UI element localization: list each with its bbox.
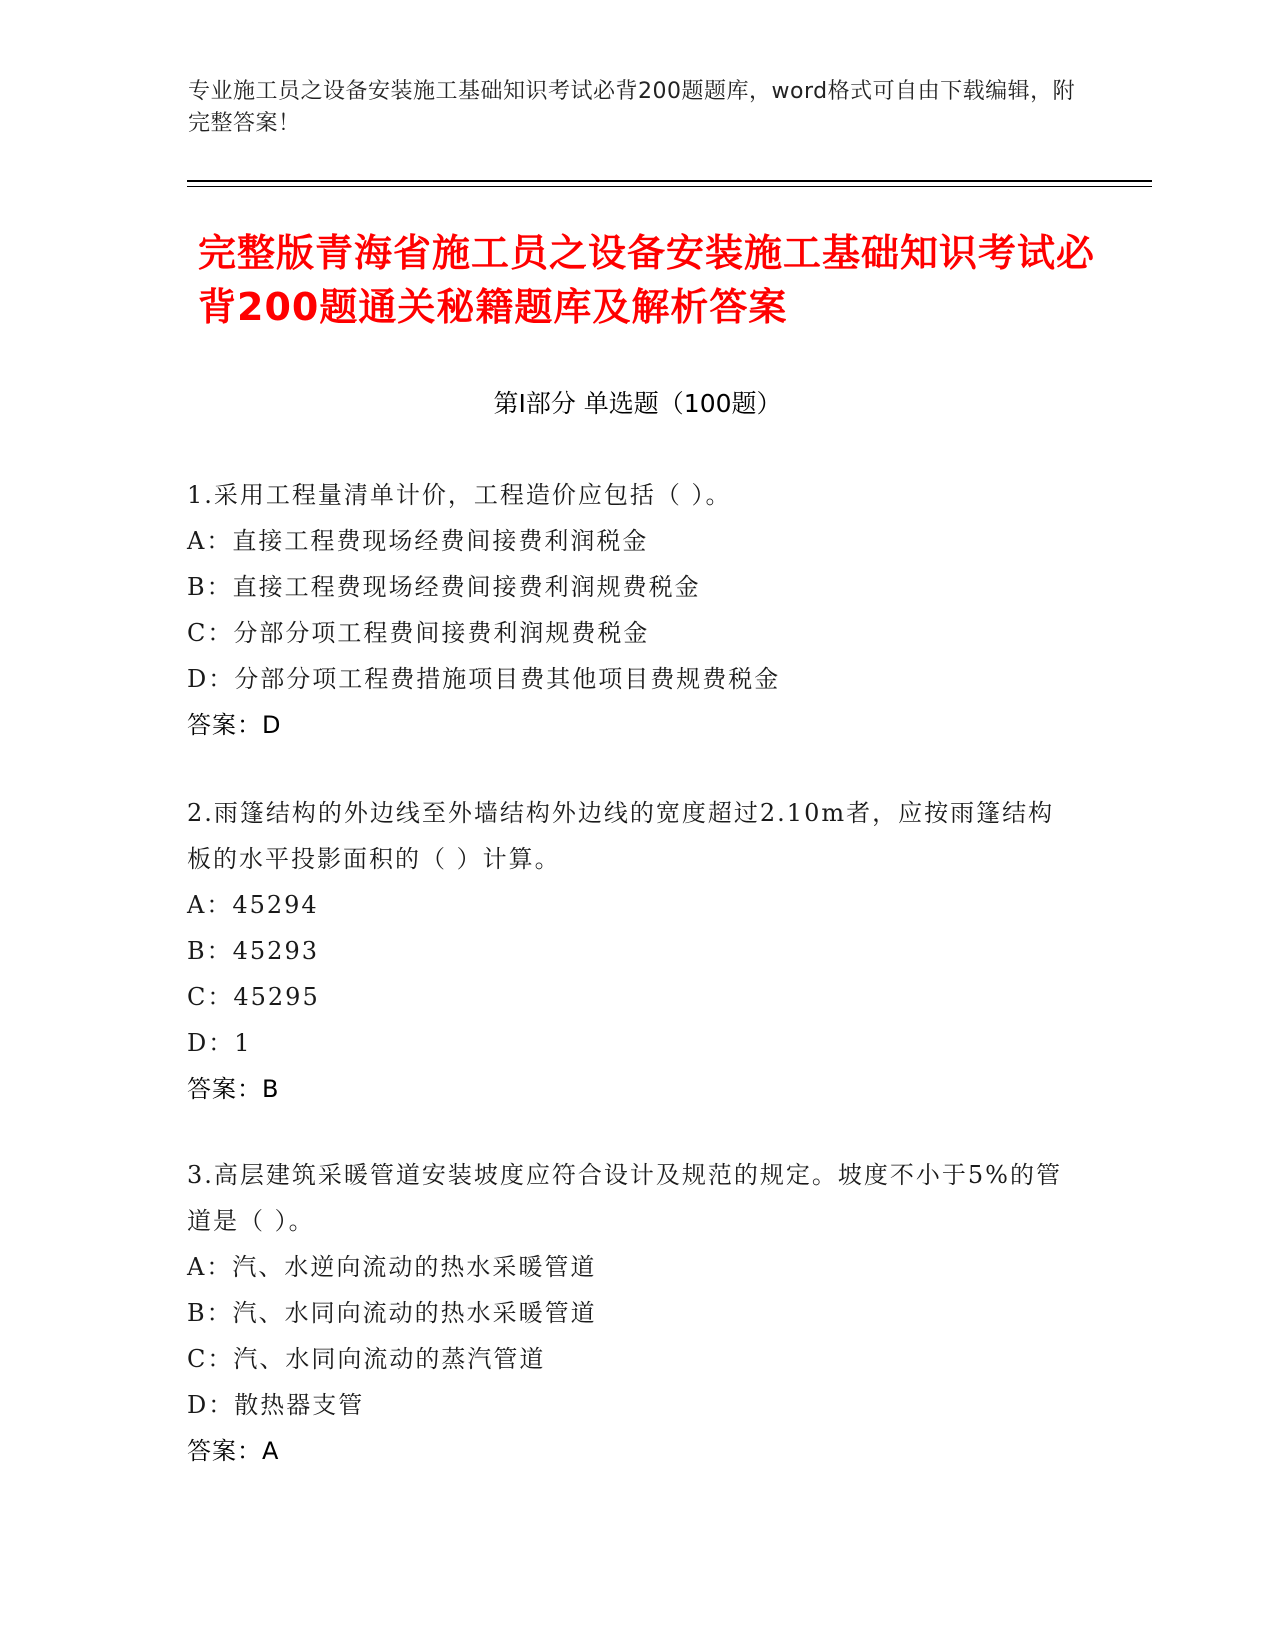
question-stem: 3.高层建筑采暖管道安装坡度应符合设计及规范的规定。坡度不小于5%的管道是（ ）。: [187, 1161, 1062, 1235]
option-d: D：分部分项工程费措施项目费其他项目费规费税金: [187, 665, 781, 693]
answer: 答案：A: [187, 1437, 280, 1465]
question-3: [187, 1152, 1067, 1474]
option-a: A：45294: [187, 891, 319, 919]
question-1: [187, 472, 1067, 748]
answer: 答案：B: [187, 1075, 280, 1103]
question-stem: 1.采用工程量清单计价，工程造价应包括（ ）。: [187, 481, 732, 509]
document-title: 完整版青海省施工员之设备安装施工基础知识考试必背200题通关秘籍题库及解析答案: [198, 231, 1096, 329]
header-divider-thin: [187, 186, 1152, 187]
answer: 答案：D: [187, 711, 282, 739]
option-c: C：汽、水同向流动的蒸汽管道: [187, 1345, 546, 1373]
header-divider-thick: [187, 180, 1152, 182]
option-b: B：45293: [187, 937, 319, 965]
option-a: A：汽、水逆向流动的热水采暖管道: [187, 1253, 597, 1281]
option-d: D：1: [187, 1029, 252, 1057]
option-b: B：直接工程费现场经费间接费利润规费税金: [187, 573, 701, 601]
option-d: D：散热器支管: [187, 1391, 365, 1419]
option-c: C：分部分项工程费间接费利润规费税金: [187, 619, 650, 647]
option-a: A：直接工程费现场经费间接费利润税金: [187, 527, 649, 555]
header-note: 专业施工员之设备安装施工基础知识考试必背200题题库，word格式可自由下载编辑，附完整答案！: [188, 79, 1076, 136]
section-title: 第Ⅰ部分 单选题（100题）: [493, 389, 782, 418]
option-b: B：汽、水同向流动的热水采暖管道: [187, 1299, 597, 1327]
question-stem: 2.雨篷结构的外边线至外墙结构外边线的宽度超过2.10m者，应按雨篷结构板的水平投影面积的（ ）计算。: [187, 799, 1055, 873]
question-2: [187, 790, 1067, 1112]
option-c: C：45295: [187, 983, 320, 1011]
